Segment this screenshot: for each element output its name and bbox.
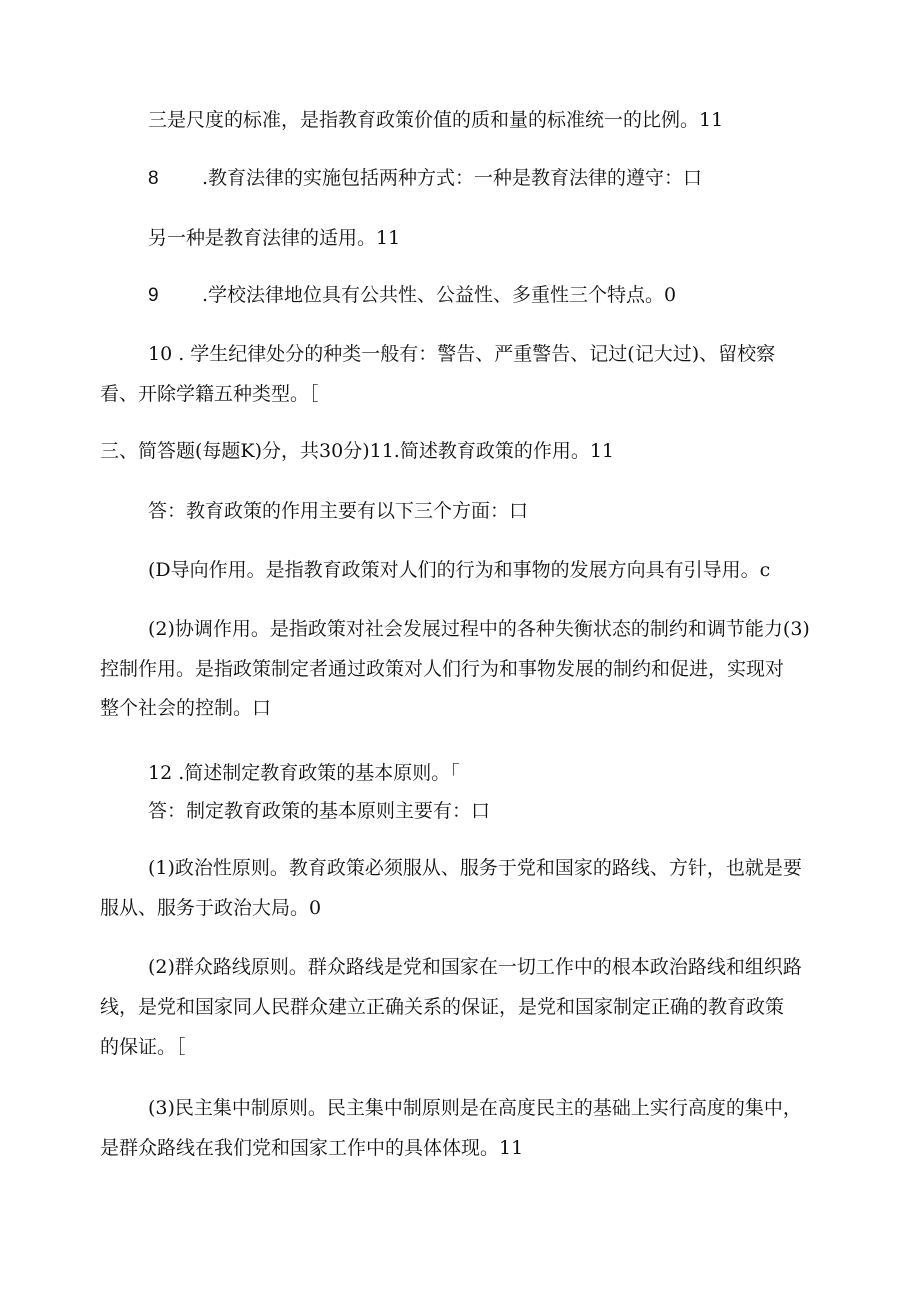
- item-8-continued: 另一种是教育法律的适用。11: [148, 227, 401, 249]
- answer-11-point-2-line-3: 整个社会的控制。口: [100, 697, 272, 719]
- answer-12-intro: 答：制定教育政策的基本原则主要有：口: [148, 800, 491, 822]
- item-10-line-1: 10 . 学生纪律处分的种类一般有：警告、严重警告、记过(记大过)、留校察: [148, 343, 776, 365]
- answer-11-point-2-line-1: (2)协调作用。是指政策对社会发展过程中的各种失衡状态的制约和调节能力(3): [148, 618, 810, 640]
- answer-12-point-2-line-1: (2)群众路线原则。群众路线是党和国家在一切工作中的根本政治路线和组织路: [148, 956, 802, 978]
- line-scale-standard: 三是尺度的标准，是指教育政策价值的质和量的标准统一的比例。11: [148, 109, 724, 131]
- answer-12-point-1-line-2: 服从、服务于政治大局。0: [100, 897, 322, 919]
- section-3-heading: 三、简答题(每题K)分，共30分)11.简述教育政策的作用。11: [100, 440, 615, 462]
- item-8-text: .教育法律的实施包括两种方式：一种是教育法律的遵守：口: [202, 167, 703, 189]
- answer-11-point-2-line-2: 控制作用。是指政策制定者通过政策对人们行为和事物发展的制约和促进，实现对: [100, 658, 785, 680]
- answer-12-point-3-line-2: 是群众路线在我们党和国家工作中的具体体现。11: [100, 1137, 524, 1159]
- answer-12-point-1-line-1: (1)政治性原则。教育政策必须服从、服务于党和国家的路线、方针，也就是要: [148, 857, 802, 879]
- answer-11-point-1: (D导向作用。是指教育政策对人们的行为和事物的发展方向具有引导用。c: [148, 559, 771, 581]
- answer-12-point-3-line-1: (3)民主集中制原则。民主集中制原则是在高度民主的基础上实行高度的集中，: [148, 1097, 802, 1119]
- item-9-text: .学校法律地位具有公共性、公益性、多重性三个特点。0: [202, 284, 677, 306]
- item-10-line-2: 看、开除学籍五种类型。［: [100, 383, 319, 405]
- item-9-number: 9: [148, 285, 159, 306]
- question-12: 12 .简述制定教育政策的基本原则。「: [148, 762, 460, 784]
- item-9: [148, 281, 676, 310]
- answer-11-intro: 答：教育政策的作用主要有以下三个方面：口: [148, 500, 529, 522]
- item-8: [148, 164, 702, 193]
- item-8-number: 8: [148, 168, 159, 189]
- answer-12-point-2-line-2: 线，是党和国家同人民群众建立正确关系的保证，是党和国家制定正确的教育政策: [100, 996, 785, 1018]
- answer-12-point-2-line-3: 的保证。［: [100, 1036, 186, 1058]
